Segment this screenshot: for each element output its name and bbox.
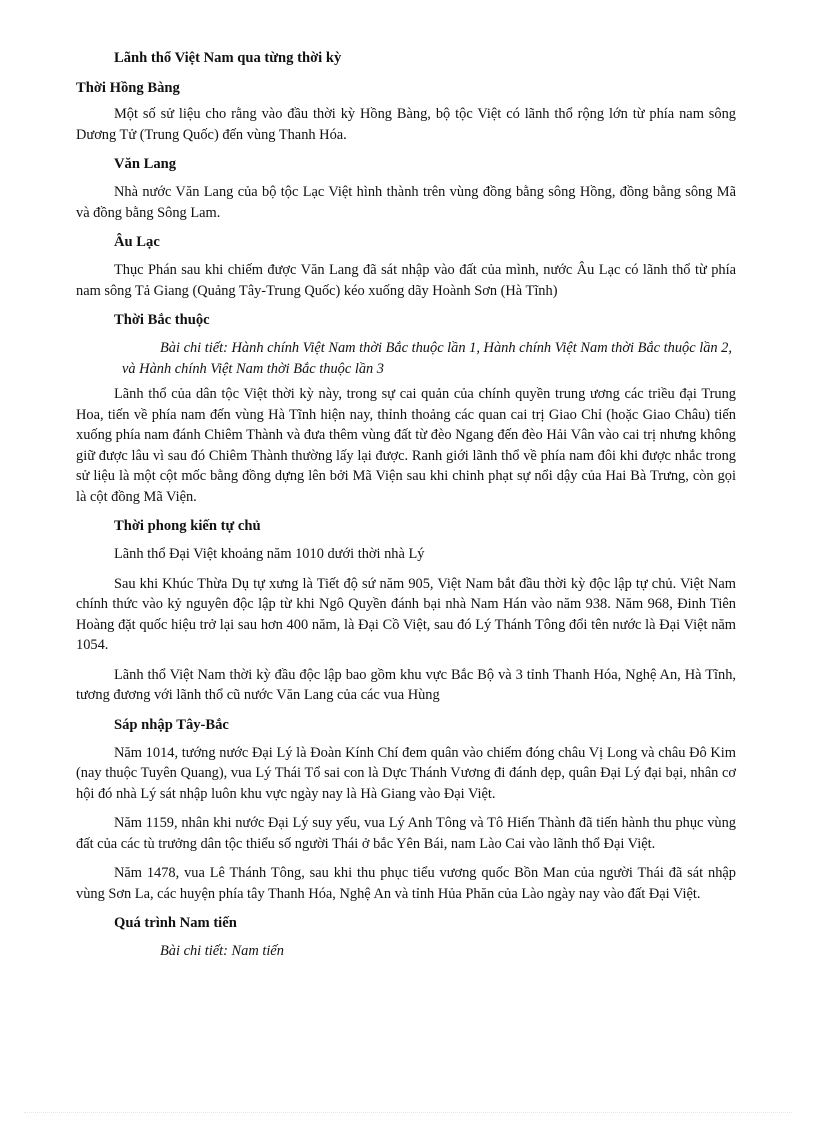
paragraph-tay-bac-1: Năm 1014, tướng nước Đại Lý là Đoàn Kính Chí đem quân vào chiếm đóng châu Vị Long và châu Đô Kim (nay thuộc Tuyên Quang), vua Lý Thái Tổ sai con là Dực Thánh Vương đi đánh dẹp, quân Đại Lý đại bại, nhân cơ hội đó nhà Lý sát nhập luôn khu vực ngày nay là Hà Giang vào Đại Việt. <box>76 744 736 802</box>
paragraph-phong-kien-2: Lãnh thổ Việt Nam thời kỳ đầu độc lập bao gồm khu vực Bắc Bộ và 3 tỉnh Thanh Hóa, Nghệ An, Hà Tĩnh, tương đương với lãnh thổ cũ nước Văn Lang của các vua Hùng <box>76 666 736 703</box>
paragraph-tay-bac-3: Năm 1478, vua Lê Thánh Tông, sau khi thu phục tiểu vương quốc Bồn Man của người Thái đã sát nhập vùng Sơn La, các huyện phía tây Thanh Hóa, Nghệ An và tỉnh Hủa Phăn của Lào ngày nay vào đất Đại Việt. <box>76 865 736 902</box>
see-also-bac-thuoc: Bài chi tiết: Hành chính Việt Nam thời Bắc thuộc lần 1, Hành chính Việt Nam thời Bắc thuộc lần 2, và Hành chính Việt Nam thời Bắc thuộc lần 3 <box>122 340 732 377</box>
heading-nam-tien: Quá trình Nam tiến <box>114 915 237 931</box>
paragraph-van-lang: Nhà nước Văn Lang của bộ tộc Lạc Việt hình thành trên vùng đồng bằng sông Hồng, đồng bằng sông Mã và đồng bằng Sông Lam. <box>76 184 736 221</box>
caption-ly-dynasty-territory: Lãnh thổ Đại Việt khoảng năm 1010 dưới thời nhà Lý <box>114 546 425 562</box>
see-also-nam-tien: Bài chi tiết: Nam tiến <box>160 943 284 959</box>
page-bottom-divider <box>24 1112 792 1113</box>
heading-au-lac: Âu Lạc <box>114 234 160 250</box>
paragraph-phong-kien-1: Sau khi Khúc Thừa Dụ tự xưng là Tiết độ sứ năm 905, Việt Nam bắt đầu thời kỳ độc lập tự chủ. Việt Nam chính thức vào kỷ nguyên độc lập từ khi Ngô Quyền đánh bại nhà Nam Hán vào năm 938. Năm 968, Đinh Tiên Hoàng đặt quốc hiệu trở lại sau hơn 400 năm, là Đại Cồ Việt, sau đó Lý Thánh Tông đổi tên nước là Đại Việt năm 1054. <box>76 575 736 653</box>
paragraph-hong-bang: Một số sử liệu cho rằng vào đầu thời kỳ Hồng Bàng, bộ tộc Việt có lãnh thổ rộng lớn từ phía nam sông Dương Tử (Trung Quốc) đến vùng Thanh Hóa. <box>76 106 736 143</box>
paragraph-tay-bac-2: Năm 1159, nhân khi nước Đại Lý suy yếu, vua Lý Anh Tông và Tô Hiến Thành đã tiến hành thu phục vùng đất của các tù trưởng dân tộc thiểu số người Thái ở bắc Yên Bái, nam Lào Cai vào lãnh thổ Đại Việt. <box>76 815 736 852</box>
paragraph-bac-thuoc: Lãnh thổ của dân tộc Việt thời kỳ này, trong sự cai quản của chính quyền trung ương các triều đại Trung Hoa, tiến về phía nam đến vùng Hà Tĩnh hiện nay, thỉnh thoảng các quan cai trị Giao Chỉ (hoặc Giao Châu) tiến xuống phía nam đánh Chiêm Thành và đưa thêm vùng đất từ đèo Ngang đến đèo Hải Vân vào cai trị nhưng không giữ được lâu vì sau đó Chiêm Thành thường lấy lại được. Ranh giới lãnh thổ về phía nam đôi khi được nhắc trong sử liệu là một cột mốc bằng đồng dựng lên bởi Mã Viện sau khi chinh phạt sự nổi dậy của Hai Bà Trưng, còn gọi là cột đồng Mã Viện. <box>76 386 736 505</box>
document-title: Lãnh thổ Việt Nam qua từng thời kỳ <box>114 50 342 66</box>
heading-phong-kien: Thời phong kiến tự chủ <box>114 518 261 534</box>
heading-tay-bac: Sáp nhập Tây-Bắc <box>114 716 229 733</box>
heading-hong-bang: Thời Hồng Bàng <box>76 80 180 96</box>
heading-van-lang: Văn Lang <box>114 156 177 172</box>
paragraph-au-lac: Thục Phán sau khi chiếm được Văn Lang đã sát nhập vào đất của mình, nước Âu Lạc có lãnh thổ từ phía nam sông Tả Giang (Quảng Tây-Trung Quốc) kéo xuống dãy Hoành Sơn (Hà Tĩnh) <box>76 262 736 299</box>
heading-bac-thuoc: Thời Bắc thuộc <box>114 312 210 328</box>
